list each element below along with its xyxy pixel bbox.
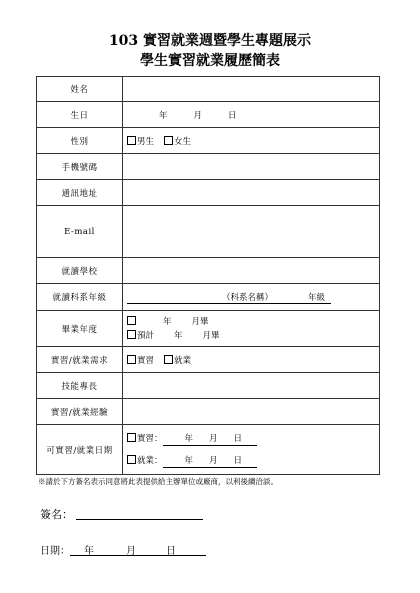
row-experience bbox=[37, 399, 380, 425]
department-grade-text: 年級 bbox=[307, 292, 325, 303]
row-school bbox=[37, 258, 380, 284]
row-name bbox=[37, 77, 380, 102]
available-date-label: 可實習/就業日期 bbox=[37, 425, 123, 475]
gender-female-checkbox[interactable] bbox=[164, 136, 173, 145]
row-gender bbox=[37, 128, 380, 154]
date-label: 日期： bbox=[40, 546, 70, 557]
need-label: 實習/就業需求 bbox=[37, 347, 123, 373]
department-field[interactable] bbox=[123, 284, 380, 311]
available-intern-text: 實習： bbox=[137, 433, 163, 444]
signature-label: 簽名： bbox=[40, 508, 73, 521]
graduation-expected-checkbox[interactable] bbox=[127, 330, 136, 339]
date-year-text: 年 bbox=[84, 546, 94, 557]
school-field[interactable] bbox=[123, 258, 380, 284]
department-label: 就讀科系年級 bbox=[37, 284, 123, 311]
available-job-day: 日 bbox=[233, 455, 243, 466]
need-intern-checkbox[interactable] bbox=[127, 355, 136, 364]
phone-field[interactable] bbox=[123, 154, 380, 180]
need-field bbox=[123, 347, 380, 373]
birthday-day-text: 日 bbox=[228, 110, 237, 121]
graduation-field bbox=[123, 311, 380, 347]
need-job-text: 就業 bbox=[174, 355, 192, 366]
date-day-text: 日 bbox=[166, 546, 176, 557]
date-month-text: 月 bbox=[126, 546, 136, 557]
available-intern-month: 月 bbox=[209, 433, 218, 444]
birthday-year-text: 年 bbox=[159, 110, 168, 121]
experience-label: 實習/就業經驗 bbox=[37, 399, 123, 425]
graduation-expected-year-text: 年 bbox=[174, 330, 183, 341]
gender-male-text: 男生 bbox=[137, 136, 155, 147]
form-subtitle: 學生實習就業履歷簡表 bbox=[140, 53, 280, 69]
need-job-checkbox[interactable] bbox=[164, 355, 173, 364]
available-job-month: 月 bbox=[209, 455, 218, 466]
email-field[interactable] bbox=[123, 206, 380, 258]
skills-field[interactable] bbox=[123, 373, 380, 399]
graduation-year-text: 年 bbox=[163, 316, 172, 327]
birthday-label: 生日 bbox=[37, 102, 123, 128]
row-phone bbox=[37, 154, 380, 180]
graduation-month-text: 月畢 bbox=[191, 316, 209, 327]
graduation-label: 畢業年度 bbox=[37, 311, 123, 347]
gender-male-checkbox[interactable] bbox=[127, 136, 136, 145]
name-label: 姓名 bbox=[37, 77, 123, 102]
birthday-field[interactable] bbox=[123, 102, 380, 128]
row-department bbox=[37, 284, 380, 311]
available-intern-year: 年 bbox=[184, 433, 194, 444]
school-label: 就讀學校 bbox=[37, 258, 123, 284]
skills-label: 技能專長 bbox=[37, 373, 123, 399]
email-label: E-mail bbox=[37, 206, 123, 258]
phone-label: 手機號碼 bbox=[37, 154, 123, 180]
row-address bbox=[37, 180, 380, 206]
available-intern-day: 日 bbox=[233, 433, 243, 444]
birthday-month-text: 月 bbox=[193, 110, 203, 121]
resume-form-table bbox=[36, 76, 380, 475]
available-job-year: 年 bbox=[184, 455, 194, 466]
department-hint: （科系名稱） bbox=[221, 292, 273, 303]
consent-note: ※請於下方簽名表示同意將此表提供給主辦單位或廠商，以利後續洽談。 bbox=[38, 477, 278, 486]
gender-field bbox=[123, 128, 380, 154]
gender-female-text: 女生 bbox=[174, 136, 192, 147]
name-field[interactable] bbox=[123, 77, 380, 102]
row-graduation bbox=[37, 311, 380, 347]
available-job-text: 就業： bbox=[137, 455, 163, 466]
date-line[interactable] bbox=[70, 543, 206, 556]
available-date-field bbox=[123, 425, 380, 475]
gender-label: 性別 bbox=[37, 128, 123, 154]
available-intern-checkbox[interactable] bbox=[127, 433, 136, 442]
graduation-expected-month-text: 月畢 bbox=[202, 330, 220, 341]
graduation-expected-text: 預計 bbox=[137, 330, 155, 341]
signature-line[interactable] bbox=[76, 519, 203, 520]
row-need bbox=[37, 347, 380, 373]
need-intern-text: 實習 bbox=[137, 355, 155, 366]
experience-field[interactable] bbox=[123, 399, 380, 425]
available-job-checkbox[interactable] bbox=[127, 455, 136, 464]
graduation-graduated-checkbox[interactable] bbox=[127, 316, 136, 325]
form-title: 103 實習就業週暨學生專題展示 bbox=[108, 33, 312, 49]
signature-row bbox=[40, 506, 203, 522]
address-label: 通訊地址 bbox=[37, 180, 123, 206]
date-row bbox=[40, 542, 206, 557]
row-birthday bbox=[37, 102, 380, 128]
row-skills bbox=[37, 373, 380, 399]
row-email bbox=[37, 206, 380, 258]
address-field[interactable] bbox=[123, 180, 380, 206]
row-available-date bbox=[37, 425, 380, 475]
